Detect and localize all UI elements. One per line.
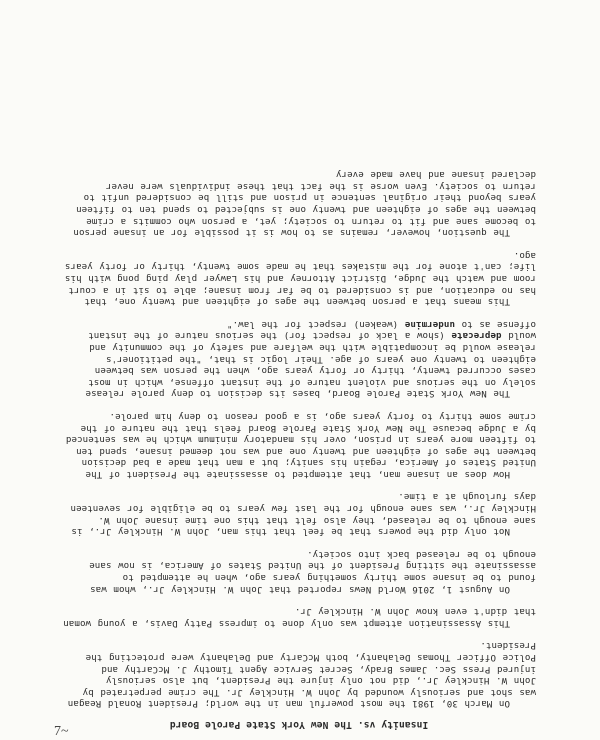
paragraph-3: On August 1, 2016 World News reported that John W. Hinckley Jr., whom was found to be insane some thirty something years ago, when he attempted to assassinate the sitting President of the United States of America, is now sane enough to be released back into society. xyxy=(89,548,536,594)
paragraph-4: Not only did the powers that be feel that this man, John W. Hinckley Jr., is sane enough to be released, they also felt that this one time insane John W. Hinckley Jr., was sane enough for the last few years to be eligible for seventeen days furlough at a time. xyxy=(70,491,536,537)
paragraph-2: This Assassination attempt was only done to impress Patty Davis, a young woman that didn't even know John W. Hinckley Jr. xyxy=(63,606,536,628)
paragraph-5: How does an insane man, that attempted to assassinate the President of The United States of America, regain his sanity; but a man that made a bad decision between the ages of eighteen and twenty one and was not deemed insane, spend ten to fifteen more years in prison, over his mandatory minimum which he was sentenced by a Judge because The New York State Parole Board feels that the nature of the crime some thirty to forty years ago, is a good reason to deny him parole. xyxy=(65,410,536,479)
document-title: Insanity vs. The New York State Parole Board xyxy=(169,719,429,730)
emphasis-undermine: undermine xyxy=(404,318,455,329)
paragraph-8: The question, however, remains as to how is it possible for an insane person to become sane and fit to return to society; yet, a person who commits a crime between the ages of eighteen and twenty one is subjected to spend ten to fifteen years beyond their original sentence in prison and still be considered unfit to return to society. Even worse is the fact that these individuals were never declared insane and have made every xyxy=(73,169,536,238)
paragraph-7: This means that a person between the ages of eighteen and twenty one, that has no education, and is considered to be far from insane; able to sit in a court room and watch the Judge, District Attorney and his Lawyer play ping pong with his life; can't atone for the mistakes that he made some twenty, thirty or forty years ago. xyxy=(64,249,536,307)
paragraph-1: On March 30, 1981 the most powerful man in the world; President Ronald Reagan was shot and seriously wounded by John W. Hinckley Jr. The crime perpetrated by John W. Hinckley Jr., did not only injure the President, but also seriously injured Press Sec. James Brady, Secret Service Agent Timothy J. McCarthy and Police Officer Thomas Delahanty, both McCarty and Delahanty were protecting the President. xyxy=(67,640,536,709)
scan-mark: 7~ xyxy=(54,724,69,739)
paragraph-6: The New York State Parole Board, bases its decision to deny parole release solely on the serious and violent nature of the instant offense, which in most cases occurred twenty, thirty or forty years ago, when the person was between eighteen to twenty one years of age. Their logic is that, "the petitioner's release would be incompatible with the welfare and safety of the community and would deprecate (show a lack of respect for) the serious nature of the instant offense as to undermine (weaken) respect for the law." xyxy=(85,318,536,399)
emphasis-deprecate: deprecate xyxy=(451,330,502,341)
document-body xyxy=(62,157,536,730)
